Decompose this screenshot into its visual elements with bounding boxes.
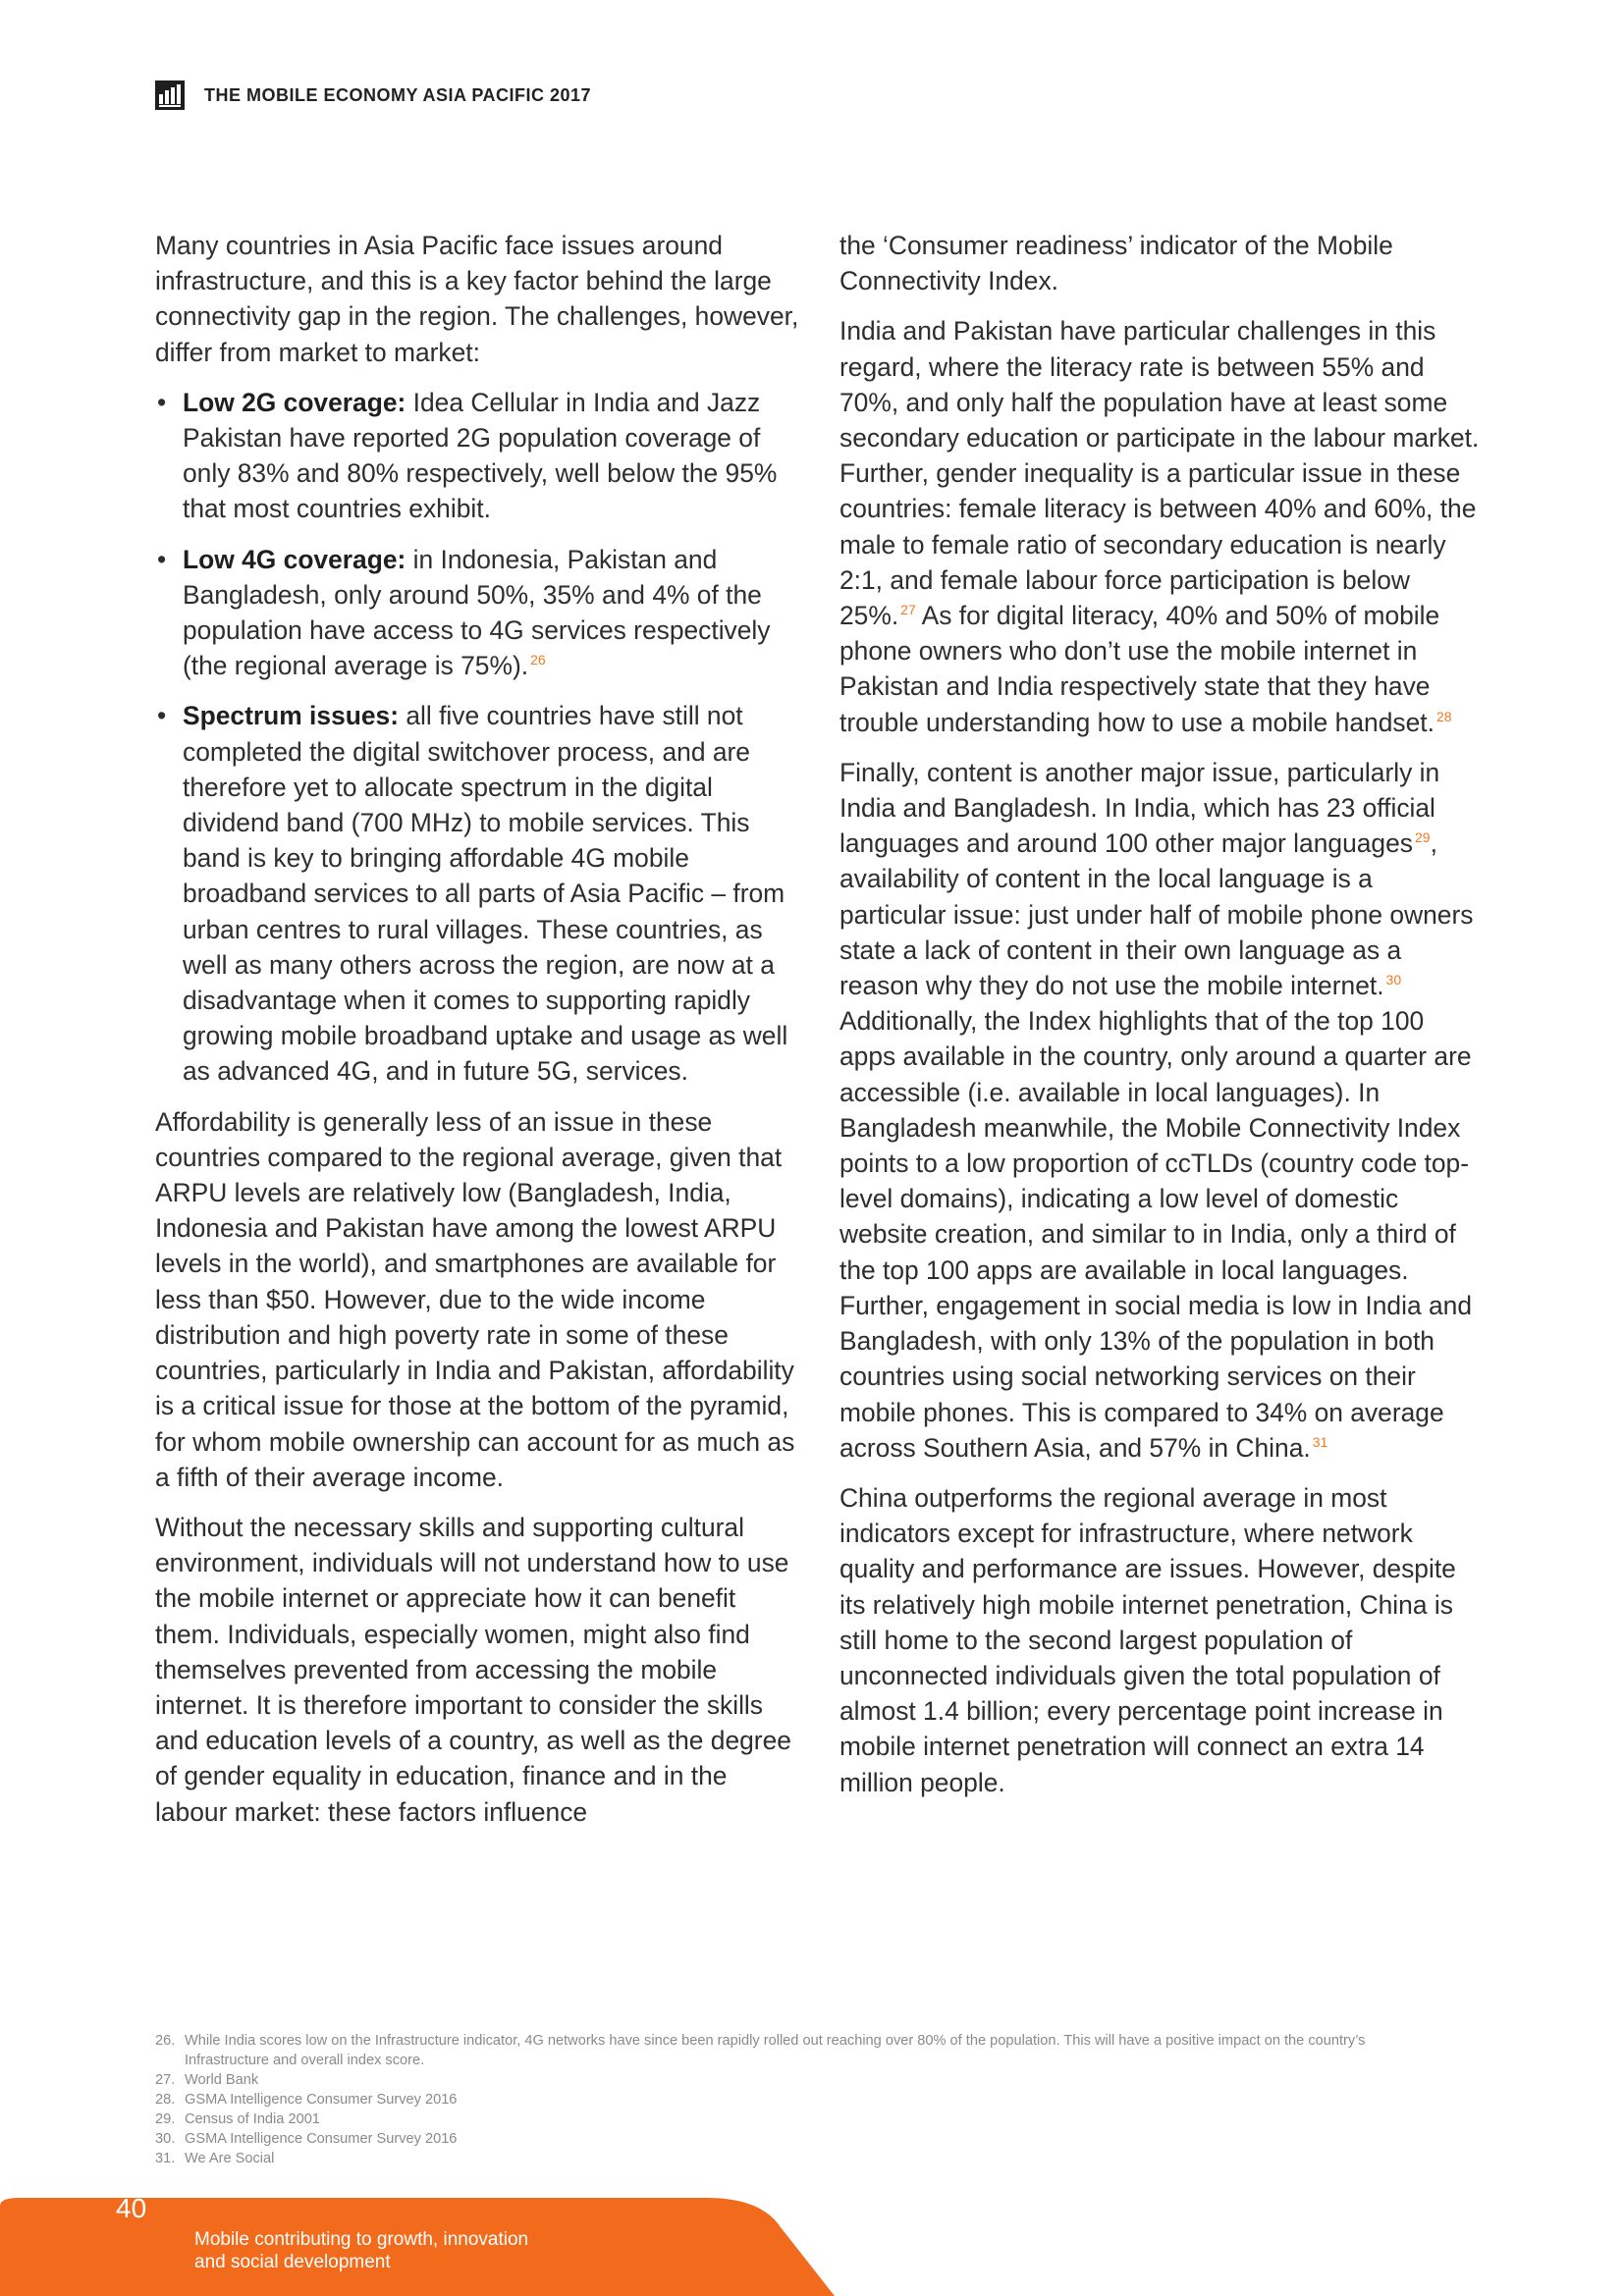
right-column [839,228,1483,1815]
section-title-line: and social development [194,2252,391,2272]
paragraph [839,755,1483,1466]
paragraph: Affordability is generally less of an issue in these countries compared to the regional average, given that ARPU levels are relatively low (Bangladesh, India, Indonesia and Pakistan have among the lowest ARPU levels in the world), and smartphones are available for less than $50. However, due to the wide income distribution and high poverty rate in some of these countries, particularly in India and Pakistan, affordability is a critical issue for those at the bottom of the pyramid, for whom mobile ownership can account for as much as a fifth of their average income. [155,1106,795,1492]
paragraph-text: Additionally, the Index highlights that of the top 100 apps available in the country, only around a quarter are accessible (i.e. available in local languages). In Bangladesh meanwhile, the Mobile Connectivity Index points to a low proportion of ccTLDs (country code top-level domains), indicating a low level of domestic website creation, and similar to in India, only a third of the top 100 apps are available in local languages. Further, engagement in social media is low in India and Bangladesh, with only 13% of the population in both countries using social networking services on their mobile phones. This is compared to 34% on average across Southern Asia, and 57% in China. [839,1006,1473,1463]
footnote-ref[interactable]: 28 [1435,708,1452,724]
paragraph: Many countries in Asia Pacific face issues around infrastructure, and this is a key factor behind the large connectivity gap in the region. The challenges, however, differ from market to market: [155,231,799,367]
list-item [155,385,803,527]
footnote-number: 31. [155,2151,176,2166]
bullet-text: in Indonesia, Pakistan and Bangladesh, only around 50%, 35% and 4% of the population have access to 4G services respectively (the regional average is 75%). [183,544,771,681]
footnote-number: 29. [155,2111,176,2127]
footnote [155,2070,1451,2090]
paragraph-text: As for digital literacy, 40% and 50% of mobile phone owners who don’t use the mobile internet in Pakistan and India respectively state that they have trouble understanding how to use a mobile handset. [839,601,1440,737]
footnote-text: World Bank [185,2072,259,2088]
paragraph: the ‘Consumer readiness’ indicator of the Mobile Connectivity Index. [839,231,1393,296]
paragraph: China outperforms the regional average in most indicators except for infrastructure, where network quality and performance are issues. However, despite its relatively high mobile internet penetration, China is still home to the second largest population of unconnected individuals given the total population of almost 1.4 billion; every percentage point increase in mobile internet penetration will connect an extra 14 million people. [839,1482,1456,1797]
gsma-logo-icon [155,80,185,110]
section-title [194,2228,607,2273]
footnote-text: GSMA Intelligence Consumer Survey 2016 [185,2131,458,2147]
footnote-ref[interactable]: 29 [1414,829,1431,846]
document-title: THE MOBILE ECONOMY ASIA PACIFIC 2017 [204,84,592,105]
bullet-list [155,385,803,1090]
bullet-text: all five countries have still not completed the digital switchover process, and are therefore yet to allocate spectrum in the digital dividend band (700 MHz) to mobile services. This band is key to bringing affordable 4G mobile broadband services to all parts of Asia Pacific – from urban centres to rural villages. These countries, as well as many others across the region, are now at a disadvantage when it comes to supporting rapidly growing mobile broadband uptake and usage as well as advanced 4G, and in future 5G, services. [183,701,788,1087]
footnote-number: 28. [155,2092,176,2108]
footnote [155,2090,1451,2109]
footnote-text: While India scores low on the Infrastructure indicator, 4G networks have since been rapidly rolled out reaching over 80% of the population. This will have a positive impact on the country’s Infrastructure and overall index score. [185,2033,1366,2068]
page-number: 40 [116,2193,147,2223]
bullet-label: Low 2G coverage: [183,387,406,417]
paragraph-text: , availability of content in the local language is a particular issue: just under half of mobile phone owners state a lack of content in their own language as a reason why they do not use the mobile internet. [839,828,1474,1001]
footnote-number: 30. [155,2131,176,2147]
footnotes [155,2031,1451,2168]
footnote-ref[interactable]: 30 [1385,972,1402,988]
paragraph [839,313,1483,739]
footnote-text: GSMA Intelligence Consumer Survey 2016 [185,2092,458,2108]
footnote-number: 27. [155,2072,176,2088]
list-item [155,542,803,684]
page-header [155,79,591,112]
paragraph-text: Finally, content is another major issue, particularly in India and Bangladesh. In India, which has 23 official languages and around 100 other major languages [839,757,1440,859]
bullet-label: Low 4G coverage: [183,544,406,574]
footnote-text: We Are Social [185,2151,275,2166]
footnote [155,2031,1451,2070]
section-title-line: Mobile contributing to growth, innovation [194,2229,529,2250]
footnote-ref[interactable]: 26 [530,652,546,668]
paragraph-text: India and Pakistan have particular challenges in this regard, where the literacy rate is between 55% and 70%, and only half the population have at least some secondary education or participate in the labour market. Further, gender inequality is a particular issue in these countries: female literacy is between 40% and 60%, the male to female ratio of secondary education is nearly 2:1, and female labour force participation is below 25%. [839,316,1480,631]
footnote-text: Census of India 2001 [185,2111,320,2127]
footnote-ref[interactable]: 27 [900,602,916,618]
footnote-ref[interactable]: 31 [1312,1433,1328,1450]
list-item [155,698,803,1089]
footnote [155,2129,1451,2149]
bullet-text: Idea Cellular in India and Jazz Pakistan have reported 2G population coverage of only 83% and 80% respectively, well below the 95% that most countries exhibit. [183,387,778,524]
footnote-number: 26. [155,2033,176,2049]
bullet-label: Spectrum issues: [183,701,400,731]
paragraph: Without the necessary skills and supporting cultural environment, individuals will not understand how to use the mobile internet or appreciate how it can benefit them. Individuals, especially women, might also find themselves prevented from accessing the mobile internet. It is therefore important to consider the skills and education levels of a country, as well as the degree of gender equality in education, finance and in the labour market: these factors influence [155,1512,791,1827]
footnote [155,2109,1451,2129]
footnote [155,2149,1451,2168]
left-column [155,228,803,1844]
